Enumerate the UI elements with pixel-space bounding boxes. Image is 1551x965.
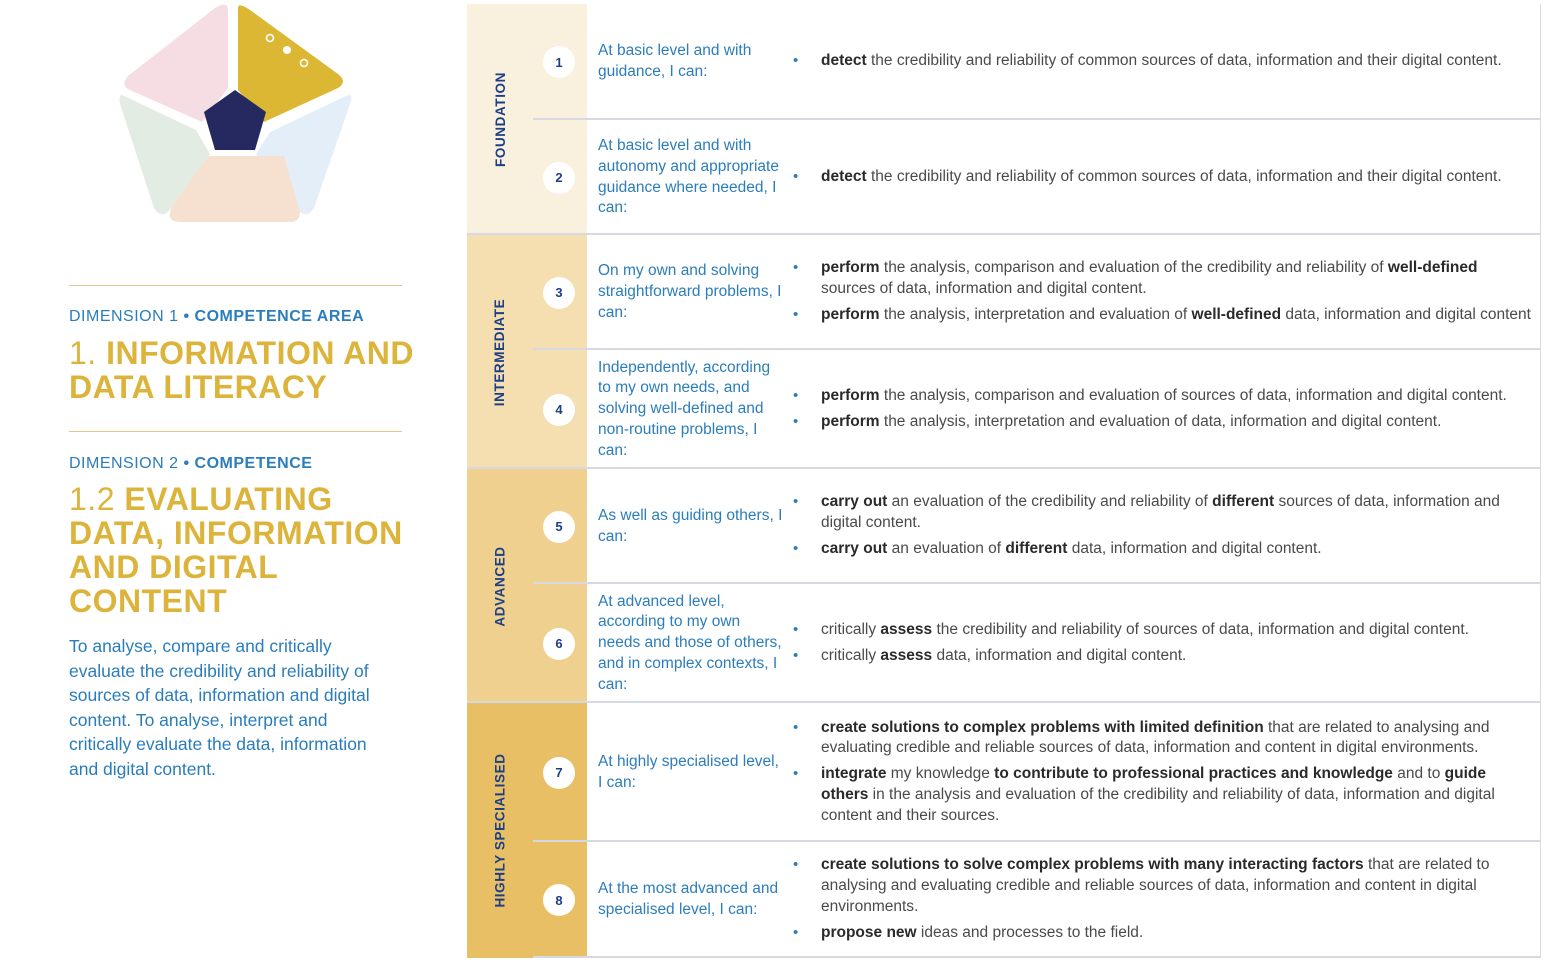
- level-content: [588, 120, 1541, 235]
- divider-top: [69, 285, 402, 286]
- bubble-filled: [283, 46, 291, 54]
- level-content: [588, 842, 1541, 958]
- level-description: [598, 703, 786, 842]
- dimension1-label: DIMENSION 1 • COMPETENCE AREA: [69, 308, 365, 325]
- bullet-keyword: propose new: [821, 923, 917, 941]
- level-number-cell: [533, 469, 587, 584]
- level-bullets: [793, 703, 1531, 842]
- bullet-text: an evaluation of the credibility and reliability of: [887, 493, 1213, 511]
- bullet-item: [793, 412, 1531, 433]
- bullet-keyword: perform: [821, 412, 880, 430]
- level-row: [467, 842, 1541, 958]
- level-content: [588, 469, 1541, 584]
- level-number-badge: 2: [543, 162, 575, 194]
- level-number-cell: [533, 235, 587, 350]
- level-description-text: At advanced level, according to my own needs and those of others, and in complex contexts, I can:: [598, 592, 782, 693]
- level-bullets: [793, 469, 1531, 584]
- bullet-item: [793, 167, 1531, 188]
- level-description: [598, 4, 786, 120]
- band-label-advanced: ADVANCED: [492, 545, 508, 627]
- level-bullets: [793, 120, 1531, 235]
- bullet-keyword: well-defined: [1191, 305, 1282, 323]
- bullet-text: that are related to analysing and evaluating credible and reliable sources of data, information and content in digital environments.: [821, 856, 1490, 915]
- level-number-badge: 8: [543, 884, 575, 916]
- level-row: [467, 4, 1541, 120]
- level-number-badge: 6: [543, 628, 575, 660]
- level-description: [598, 235, 786, 350]
- bullet-keyword: integrate: [821, 765, 887, 783]
- competence-title: 1.2 EVALUATING DATA, INFORMATION AND DIGITAL CONTENT: [69, 481, 403, 619]
- divider-middle: [69, 431, 402, 432]
- bullet-keyword: assess: [880, 646, 933, 664]
- level-row: [467, 469, 1541, 584]
- bullet-keyword: detect: [821, 52, 867, 70]
- level-description-text: At highly specialised level, I can:: [598, 752, 779, 791]
- bullet-item: [793, 620, 1531, 641]
- level-content: [588, 584, 1541, 703]
- level-number-cell: [533, 584, 587, 703]
- bullet-text: and to: [1392, 765, 1445, 783]
- level-number-badge: 1: [543, 46, 575, 78]
- bullet-text: that are related to analysing and evaluating credible and reliable sources of data, information and content in digital environments.: [821, 718, 1490, 757]
- level-row: [467, 703, 1541, 842]
- level-description-text: At basic level and with guidance, I can:: [598, 42, 752, 80]
- competence-pentagon-logo: [110, 0, 360, 230]
- bullet-text: in the analysis and evaluation of the credibility and reliability of data, information and digital content and their sources.: [821, 785, 1495, 824]
- level-row: [467, 120, 1541, 235]
- level-description-text: As well as guiding others, I can:: [598, 506, 783, 545]
- band-label-highly-specialised: HIGHLY SPECIALISED: [492, 753, 508, 908]
- level-description: [598, 350, 786, 469]
- level-row: [467, 350, 1541, 469]
- bullet-item: [793, 646, 1531, 667]
- bullet-text: the analysis, comparison and evaluation of sources of data, information and digital content.: [879, 386, 1507, 404]
- level-bullets: [793, 584, 1531, 703]
- bullet-keyword: to contribute to professional practices and knowledge: [994, 765, 1393, 783]
- level-description-text: At the most advanced and specialised level, I can:: [598, 880, 779, 918]
- bullet-keyword: assess: [880, 620, 933, 638]
- level-bullets: [793, 842, 1531, 958]
- bullet-keyword: different: [1005, 539, 1068, 557]
- bullet-item: [793, 305, 1531, 326]
- bullet-item: [793, 258, 1531, 300]
- level-content: [588, 350, 1541, 469]
- bullet-text: my knowledge: [886, 765, 995, 783]
- bullet-keyword: guide others: [821, 765, 1486, 803]
- bullet-text: the analysis, interpretation and evaluation of: [879, 305, 1192, 323]
- row-separator: [533, 956, 1541, 958]
- level-number-badge: 4: [543, 394, 575, 426]
- competence-description: To analyse, compare and critically evaluate the credibility and reliability of sources of data, information and digital content. To analyse, interpret and critically evaluate the data, information and digital content.: [69, 636, 370, 779]
- bullet-item: [793, 51, 1531, 72]
- level-bullets: [793, 235, 1531, 350]
- level-row: [467, 584, 1541, 703]
- level-number-badge: 5: [543, 511, 575, 543]
- level-description: [598, 842, 786, 958]
- bullet-text: the credibility and reliability of common sources of data, information and their digital content.: [866, 167, 1502, 185]
- bullet-text: ideas and processes to the field.: [916, 923, 1144, 941]
- bullet-text: the analysis, interpretation and evaluation of data, information and digital content.: [879, 412, 1442, 430]
- bullet-keyword: create solutions to solve complex problems with many interacting factors: [821, 856, 1364, 874]
- level-content: [588, 235, 1541, 350]
- level-description-text: On my own and solving straightforward problems, I can:: [598, 262, 782, 321]
- bullet-keyword: perform: [821, 305, 880, 323]
- level-content: [588, 703, 1541, 842]
- level-number-cell: [533, 350, 587, 469]
- bullet-text: critically: [821, 646, 881, 664]
- bullet-text: sources of data, information and digital content.: [821, 493, 1500, 532]
- bullet-keyword: create solutions to complex problems with limited definition: [821, 718, 1264, 736]
- bullet-item: [793, 386, 1531, 407]
- bullet-text: data, information and digital content.: [932, 646, 1187, 664]
- level-description-text: At basic level and with autonomy and appropriate guidance where needed, I can:: [598, 136, 779, 217]
- competence-area-title: 1. INFORMATION AND DATA LITERACY: [69, 335, 414, 405]
- level-description: [598, 469, 786, 584]
- bullet-text: the analysis, comparison and evaluation of the credibility and reliability of: [879, 259, 1388, 277]
- bullet-keyword: different: [1212, 493, 1275, 511]
- level-content: [588, 4, 1541, 120]
- bullet-keyword: carry out: [821, 493, 888, 511]
- bullet-keyword: carry out: [821, 539, 888, 557]
- level-description: [598, 120, 786, 235]
- dimension2-label: DIMENSION 2 • COMPETENCE: [69, 455, 313, 472]
- bullet-text: an evaluation of: [887, 539, 1006, 557]
- level-number-cell: [533, 842, 587, 958]
- level-number-cell: [533, 4, 587, 120]
- bullet-item: [793, 539, 1531, 560]
- level-number-badge: 7: [543, 757, 575, 789]
- bullet-item: [793, 718, 1531, 760]
- bullet-text: data, information and digital content: [1281, 305, 1531, 323]
- level-bullets: [793, 4, 1531, 120]
- bullet-item: [793, 764, 1531, 826]
- level-number-badge: 3: [543, 277, 575, 309]
- bullet-keyword: detect: [821, 167, 867, 185]
- bullet-text: sources of data, information and digital content.: [821, 280, 1147, 298]
- table-right-border: [1540, 4, 1541, 958]
- bullet-text: data, information and digital content.: [1067, 539, 1322, 557]
- band-label-foundation: FOUNDATION: [492, 72, 508, 167]
- bullet-keyword: well-defined: [1387, 259, 1478, 277]
- level-number-cell: [533, 120, 587, 235]
- level-row: [467, 235, 1541, 350]
- level-bullets: [793, 350, 1531, 469]
- proficiency-table: [467, 4, 1541, 958]
- bullet-item: [793, 923, 1531, 944]
- bullet-text: critically: [821, 620, 881, 638]
- level-description: [598, 584, 786, 703]
- bullet-keyword: perform: [821, 259, 880, 277]
- band-label-intermediate: INTERMEDIATE: [492, 298, 508, 406]
- bullet-item: [793, 492, 1531, 534]
- bullet-text: the credibility and reliability of common sources of data, information and their digital content.: [866, 52, 1502, 70]
- level-description-text: Independently, according to my own needs, and solving well-defined and non-routine problems, I can:: [598, 358, 771, 459]
- bullet-text: the credibility and reliability of sources of data, information and digital content.: [932, 620, 1469, 638]
- level-number-cell: [533, 703, 587, 842]
- bullet-keyword: perform: [821, 386, 880, 404]
- bullet-item: [793, 855, 1531, 917]
